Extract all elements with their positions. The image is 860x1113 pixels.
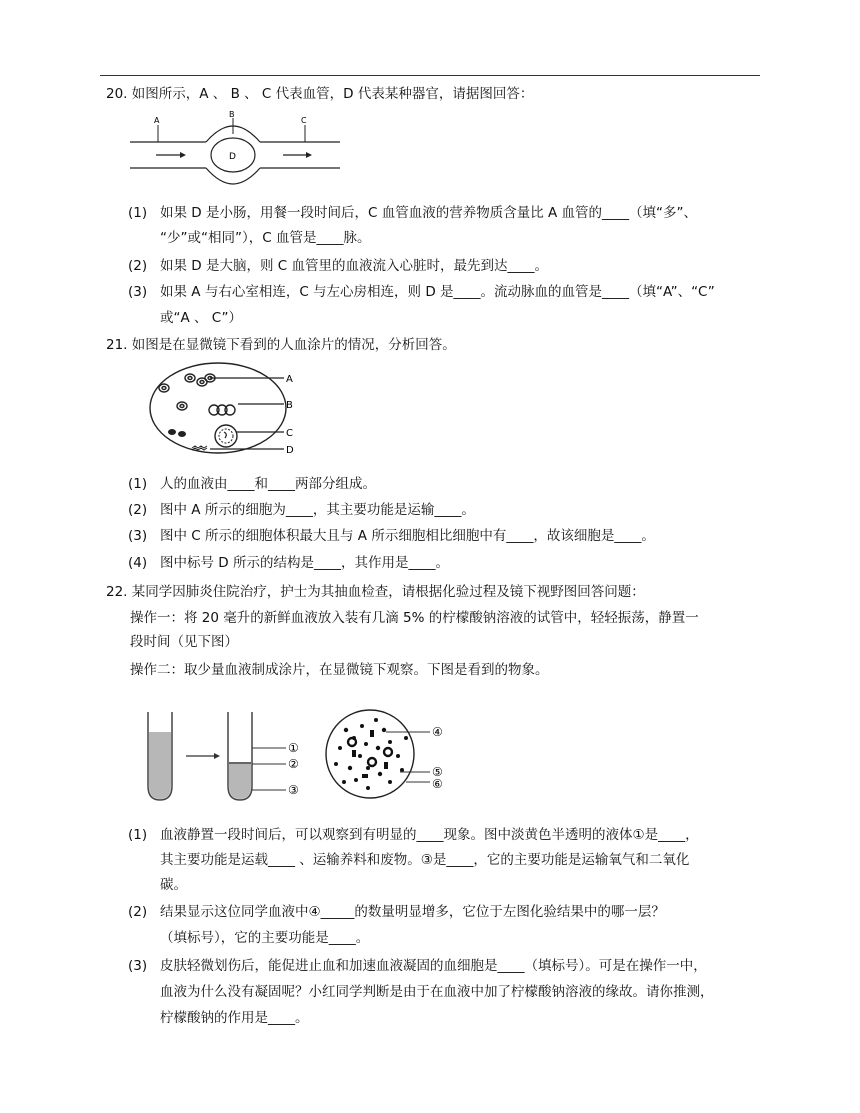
- q21-3-num: (3): [128, 528, 148, 544]
- q22-1-num: (1): [128, 827, 148, 843]
- q20-1-line2: “少”或“相同”），C 血管是____脉。: [160, 230, 371, 246]
- q21-2-num: (2): [128, 502, 148, 518]
- q21-label-a: A: [286, 374, 293, 385]
- q22-3-line1: 皮肤轻微划伤后，能促进止血和加速血液凝固的血细胞是____（填标号）。可是在操作一中，: [160, 958, 707, 974]
- q20-1-line1: 如果 D 是小肠，用餐一段时间后，C 血管血液的营养物质含量比 A 血管的____（填“多”、: [160, 205, 697, 221]
- q22-label-4: ④: [432, 725, 443, 739]
- q20-3-num: (3): [128, 284, 148, 300]
- q22-1-line3: 碳。: [160, 877, 187, 893]
- q22-stem: 22. 某同学因肺炎住院治疗，护士为其抽血检查，请根据化验过程及镜下视野图回答问题：: [106, 584, 645, 600]
- q22-test-tube-figure: [140, 708, 460, 808]
- q20-1-num: (1): [128, 205, 148, 221]
- q21-blood-smear-figure: [146, 360, 306, 460]
- q22-label-3: ③: [288, 783, 299, 797]
- q22-label-6: ⑥: [432, 777, 443, 791]
- q20-label-c: C: [301, 116, 307, 125]
- q21-1-num: (1): [128, 476, 148, 492]
- q21-label-c: C: [286, 428, 293, 439]
- q22-1-line1: 血液静置一段时间后，可以观察到有明显的____现象。图中淡黄色半透明的液体①是____，: [160, 827, 699, 843]
- q22-2-line1: 结果显示这位同学血液中④_____的数量明显增多，它位于左图化验结果中的哪一层？: [160, 904, 665, 920]
- q21-label-d: D: [286, 445, 294, 456]
- q22-label-5: ⑤: [432, 765, 443, 779]
- q20-3-line2: 或“A 、 C”）: [160, 310, 242, 326]
- q22-label-2: ②: [288, 757, 299, 771]
- q20-3-line1: 如果 A 与右心室相连，C 与左心房相连，则 D 是____。流动脉血的血管是____（填“A”、“C”: [160, 284, 715, 300]
- q22-2-num: (2): [128, 904, 148, 920]
- q20-label-a: A: [154, 116, 160, 125]
- q22-op1-line2: 段时间（见下图）: [130, 634, 238, 650]
- q22-3-line3: 柠檬酸钠的作用是____。: [160, 1010, 309, 1026]
- q20-2-num: (2): [128, 258, 148, 274]
- q20-label-b: B: [229, 110, 235, 119]
- q22-op2: 操作二：取少量血液制成涂片，在显微镜下观察。下图是看到的物象。: [130, 662, 549, 678]
- q22-3-line2: 血液为什么没有凝固呢？小红同学判断是由于在血液中加了柠檬酸钠溶液的缘故。请你推测，: [160, 984, 714, 1000]
- q21-4-line1: 图中标号 D 所示的结构是____，其作用是____。: [160, 555, 449, 571]
- q21-label-b: B: [286, 400, 293, 411]
- q22-3-num: (3): [128, 958, 148, 974]
- q20-stem: 20. 如图所示，A 、 B 、 C 代表血管，D 代表某种器官，请据图回答：: [106, 86, 534, 102]
- q22-2-line2: （填标号），它的主要功能是____。: [160, 930, 370, 946]
- q20-2-line1: 如果 D 是大脑，则 C 血管里的血液流入心脏时，最先到达____。: [160, 258, 548, 274]
- q22-op1-line1: 操作一：将 20 毫升的新鲜血液放入装有几滴 5% 的柠檬酸钠溶液的试管中，轻轻振荡，静置一: [130, 610, 699, 626]
- q20-label-d: D: [229, 152, 236, 162]
- q21-3-line1: 图中 C 所示的细胞体积最大且与 A 所示细胞相比细胞中有____，故该细胞是____。: [160, 528, 655, 544]
- header-rule: [100, 75, 760, 76]
- q21-stem: 21. 如图是在显微镜下看到的人血涂片的情况，分析回答。: [106, 337, 456, 353]
- q22-1-line2: 其主要功能是运载____ 、运输养料和废物。③是____，它的主要功能是运输氧气和二氧化: [160, 852, 690, 868]
- q20-vessel-figure: [128, 110, 343, 190]
- q21-2-line1: 图中 A 所示的细胞为____，其主要功能是运输____。: [160, 502, 475, 518]
- q22-label-1: ①: [288, 741, 299, 755]
- q21-4-num: (4): [128, 555, 148, 571]
- q21-1-line1: 人的血液由____和____两部分组成。: [160, 476, 376, 492]
